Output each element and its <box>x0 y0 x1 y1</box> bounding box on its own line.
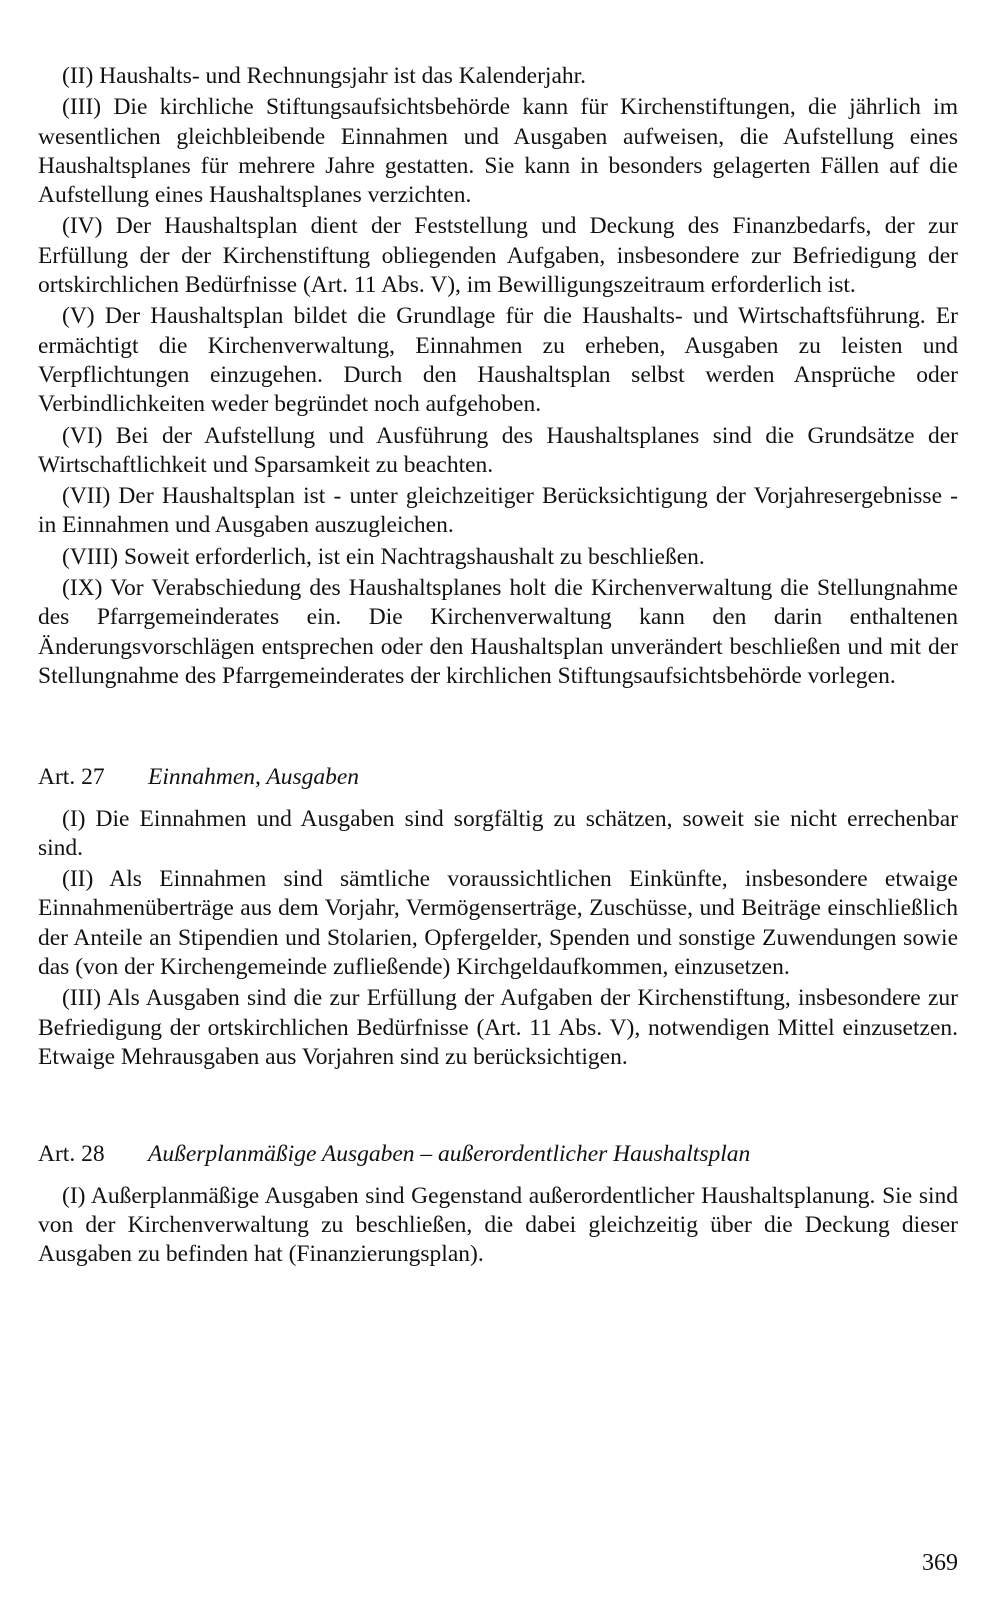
article-27-paragraph-iii: (III) Als Ausgaben sind die zur Erfüllung der Aufgaben der Kirchenstiftung, insbesondere zur Befriedigung der ortskirchlichen Bedürfnisse (Art. 11 Abs. V), notwendigen Mittel einzusetzen. Etwaige Mehrausgaben aus Vorjahren sind zu berücksichtigen. <box>38 985 958 1070</box>
article-27 <box>38 763 958 1072</box>
article-27-number: Art. 27 <box>38 764 105 791</box>
article-28-heading <box>38 1140 958 1169</box>
article-27-paragraph-i: (I) Die Einnahmen und Ausgaben sind sorgfältig zu schätzen, soweit sie nicht errechenbar sind. <box>38 805 958 861</box>
section-continued <box>38 62 958 691</box>
paragraph-viii: (VIII) Soweit erforderlich, ist ein Nachtragshaushalt zu beschließen. <box>62 543 705 570</box>
paragraph-v: (V) Der Haushaltsplan bildet die Grundlage für die Haushalts- und Wirtschaftsführung. Er ermächtigt die Kirchenverwaltung, Einnahmen zu erheben, Ausgaben zu leisten und Verpflichtungen einzugehen. Durch den Haushaltsplan selbst werden Ansprüche oder Verbindlichkeiten weder begründet noch aufgehoben. <box>38 303 958 418</box>
spacer <box>38 793 958 805</box>
article-27-paragraph-ii: (II) Als Einnahmen sind sämtliche voraussichtlichen Einkünfte, insbesondere etwaige Einnahmenüberträge aus dem Vorjahr, Vermögenserträge, Zuschüsse, und Beiträge einschließlich der Anteile an Stipendien und Stolarien, Opfergelder, Spenden und sonstige Zuwendungen sowie das (von der Kirchengemeinde zufließende) Kirchgeldaufkommen, einzusetzen. <box>38 866 958 981</box>
article-27-title: Einnahmen, Ausgaben <box>148 764 360 791</box>
paragraph-ii: (II) Haushalts- und Rechnungsjahr ist das Kalenderjahr. <box>62 63 587 89</box>
spacer <box>38 693 958 763</box>
spacer <box>38 1170 958 1182</box>
article-27-heading <box>38 763 958 792</box>
article-28-number: Art. 28 <box>38 1141 105 1168</box>
paragraph-iii: (III) Die kirchliche Stiftungsaufsichtsbehörde kann für Kirchenstiftungen, die jährlich im wesentlichen gleichbleibende Einnahmen und Ausgaben aufweisen, die Aufstellung eines Haushaltsplanes für mehrere Jahre gestatten. Sie kann in besonders gelagerten Fällen auf die Aufstellung eines Haushaltsplanes verzichten. <box>38 94 958 209</box>
paragraph-vii: (VII) Der Haushaltsplan ist - unter gleichzeitiger Berücksichtigung der Vorjahresergebnisse - in Einnahmen und Ausgaben auszugleichen. <box>38 483 958 539</box>
article-28-paragraph-i: (I) Außerplanmäßige Ausgaben sind Gegenstand außerordentlicher Haushaltsplanung. Sie sind von der Kirchenverwaltung zu beschließen, die dabei gleichzeitig über die Deckung dieser Ausgaben zu befinden hat (Finanzierungsplan). <box>38 1182 958 1268</box>
paragraph-ix: (IX) Vor Verabschiedung des Haushaltsplanes holt die Kirchenverwaltung die Stellungnahme des Pfarrgemeinderates ein. Die Kirchenverwaltung kann den darin enthaltenen Änderungsvorschlägen entsprechen oder den Haushaltsplan unverändert beschließen und mit der Stellungnahme des Pfarrgemeinderates der kirchlichen Stiftungsaufsichtsbehörde vorlegen. <box>38 575 958 689</box>
page-number: 369 <box>922 1550 958 1576</box>
article-28-title: Außerplanmäßige Ausgaben – außerordentlicher Haushaltsplan <box>148 1141 751 1168</box>
document-page <box>38 62 958 1271</box>
paragraph-iv: (IV) Der Haushaltsplan dient der Feststellung und Deckung des Finanzbedarfs, der zur Erfüllung der der Kirchenstiftung obliegenden Aufgaben, insbesondere zur Befriedigung der ortskirchlichen Bedürfnisse (Art. 11 Abs. V), im Bewilligungszeitraum erforderlich ist. <box>38 213 958 299</box>
paragraph-vi: (VI) Bei der Aufstellung und Ausführung des Haushaltsplanes sind die Grundsätze der Wirtschaftlichkeit und Sparsamkeit zu beachten. <box>38 422 958 478</box>
spacer <box>38 1074 958 1140</box>
article-28 <box>38 1140 958 1269</box>
